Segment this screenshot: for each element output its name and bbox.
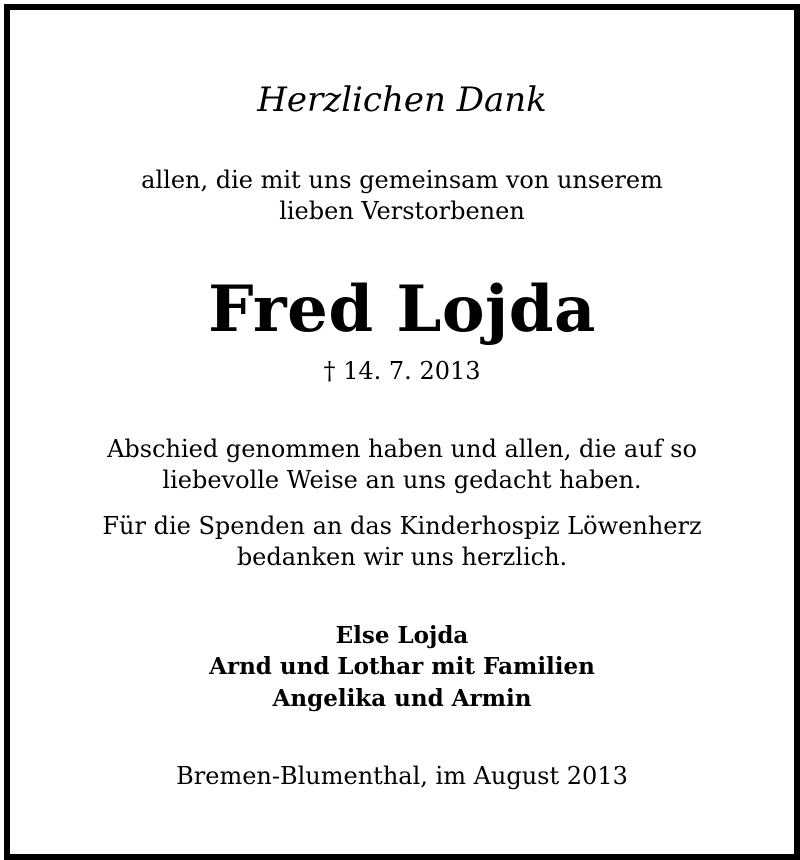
- intro-line-2: lieben Verstorbenen: [279, 197, 525, 225]
- body-line-1: Abschied genommen haben und allen, die auf so: [107, 435, 697, 463]
- signatory-1: Else Lojda: [335, 622, 469, 649]
- deceased-name: Fred Lojda: [208, 272, 596, 347]
- signatory-3: Angelika und Armin: [272, 685, 532, 712]
- body-line-3: Für die Spenden an das Kinderhospiz Löwenherz: [102, 512, 702, 540]
- obituary-thank-you-card: [4, 4, 800, 860]
- body-line-4: bedanken wir uns herzlich.: [236, 543, 568, 571]
- headline: Herzlichen Dank: [257, 80, 547, 120]
- place-and-date: Bremen-Blumenthal, im August 2013: [176, 762, 628, 790]
- death-date: † 14. 7. 2013: [323, 357, 481, 385]
- body-line-2: liebevolle Weise an uns gedacht haben.: [162, 466, 642, 494]
- intro-line-1: allen, die mit uns gemeinsam von unserem: [141, 166, 663, 194]
- signatory-2: Arnd und Lothar mit Familien: [209, 653, 595, 680]
